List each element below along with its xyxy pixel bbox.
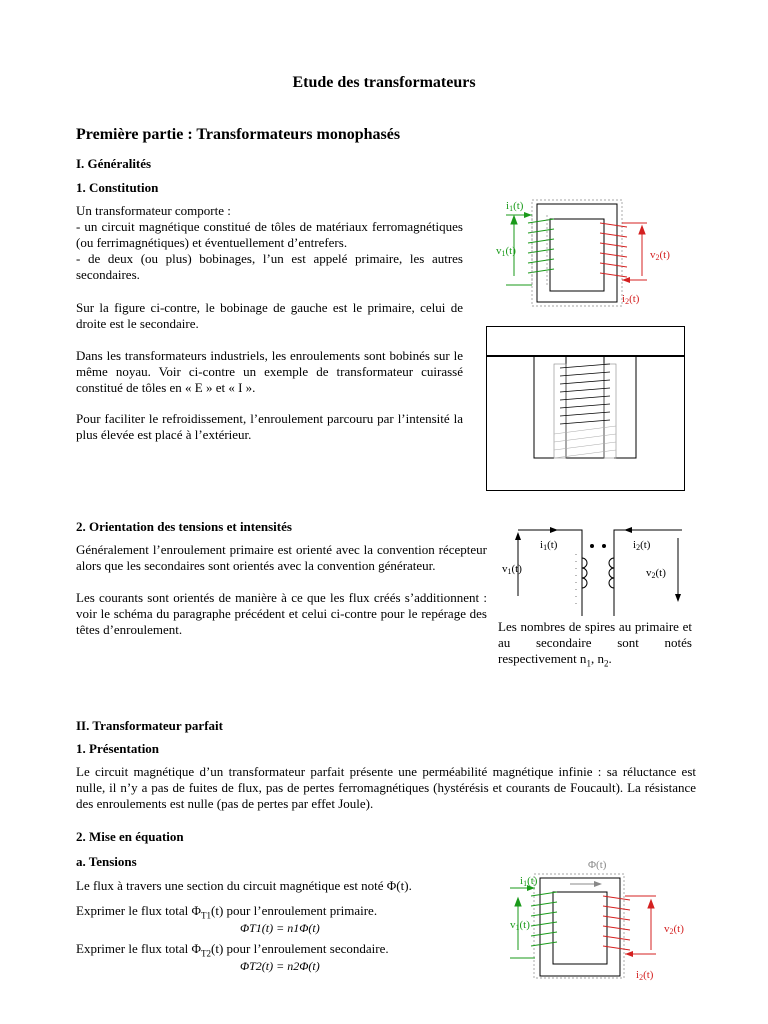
section2-heading: II. Transformateur parfait — [76, 718, 223, 733]
subsection-constitution: 1. Constitution — [76, 180, 159, 195]
sym-label-v1: v1(t) — [502, 563, 522, 576]
flux-definition: Le flux à travers une section du circuit magnétique est noté Φ(t). — [76, 878, 412, 893]
question-primary-flux: Exprimer le flux total $\Phi_{T1}(t)$ pour l’enroulement primaire. — [76, 903, 378, 921]
constitution-intro: Un transformateur comporte : — [76, 203, 231, 218]
equation-primary-flux: ΦT1(t) = n1Φ(t) — [240, 921, 320, 935]
sym-label-i1: i1(t) — [540, 539, 558, 552]
winding-symbol-figure — [496, 524, 696, 616]
currents-paragraph: Les courants sont orientés de manière à ce que les flux créés s’additionnent : voir le schéma du paragraphe précédent et celui ci-contre pour le repérage des têtes d’enroulement. — [76, 590, 487, 637]
label-v1: v1(t) — [496, 245, 516, 258]
transformer-figure-flux — [506, 854, 702, 984]
label-v2: v2(t) — [650, 249, 670, 262]
question-secondary-flux: Exprimer le flux total $\Phi_{T2}(t)$ pour l’enroulement secondaire. — [76, 941, 389, 959]
figure-description: Sur la figure ci-contre, le bobinage de gauche est le primaire, celui de droite est le secondaire. — [76, 300, 463, 331]
subsection-orientation: 2. Orientation des tensions et intensités — [76, 519, 292, 534]
flux-label-i1: i1(t) — [520, 875, 538, 888]
orientation-paragraph: Généralement l’enroulement primaire est orienté avec la convention récepteur alors que les secondaires sont orientés avec la convention générateur. — [76, 542, 487, 573]
flux-label-v1: v1(t) — [510, 919, 530, 932]
flux-label-i2: i2(t) — [636, 969, 654, 982]
part1-heading: Première partie : Transformateurs monophasés — [76, 126, 401, 143]
sym-label-v2: v2(t) — [646, 567, 666, 580]
equation-secondary-flux: ΦT2(t) = n2Φ(t) — [240, 959, 320, 973]
subsection-tensions: a. Tensions — [76, 854, 137, 869]
shell-transformer-figure — [486, 326, 686, 492]
sym-label-i2: i2(t) — [633, 539, 651, 552]
label-i2: i2(t) — [622, 293, 640, 306]
subsection-equations: 2. Mise en équation — [76, 829, 184, 844]
label-phi: Φ(t) — [588, 859, 607, 871]
cooling-paragraph: Pour faciliter le refroidissement, l’enroulement parcouru par l’intensité la plus élevée est placé à l’extérieur. — [76, 411, 463, 442]
label-i1: i1(t) — [506, 200, 524, 213]
transformer-figure-1 — [492, 196, 682, 314]
subsection-presentation: 1. Présentation — [76, 741, 160, 756]
turns-note: Les nombres de spires au primaire et au secondaire sont notés respectivement $n_1$, $n_2$. — [498, 619, 692, 669]
section1-heading: I. Généralités — [76, 156, 152, 171]
doc-title: Etude des transformateurs — [292, 74, 476, 91]
flux-label-v2: v2(t) — [664, 923, 684, 936]
presentation-paragraph: Le circuit magnétique d’un transformateur parfait présente une perméabilité magnétique infinie : sa réluctance est nulle, il n’y a pas de fuites de flux, pas de pertes ferromagnétiques (hystérésis et courants de Foucault). La résistance des enroulements est nulle (pas de pertes par effet Joule). — [76, 764, 696, 811]
constitution-item-core: - un circuit magnétique constitué de tôles de matériaux ferromagnétiques (ou ferrimagnétiques) et éventuellement d’entrefers. — [76, 219, 463, 250]
industrial-paragraph: Dans les transformateurs industriels, les enroulements sont bobinés sur le même noyau. Voir ci-contre un exemple de transformateur cuirassé constitué de tôles en « E » et « I ». — [76, 348, 463, 395]
constitution-item-windings: - de deux (ou plus) bobinages, l’un est appelé primaire, les autres secondaires. — [76, 251, 463, 282]
